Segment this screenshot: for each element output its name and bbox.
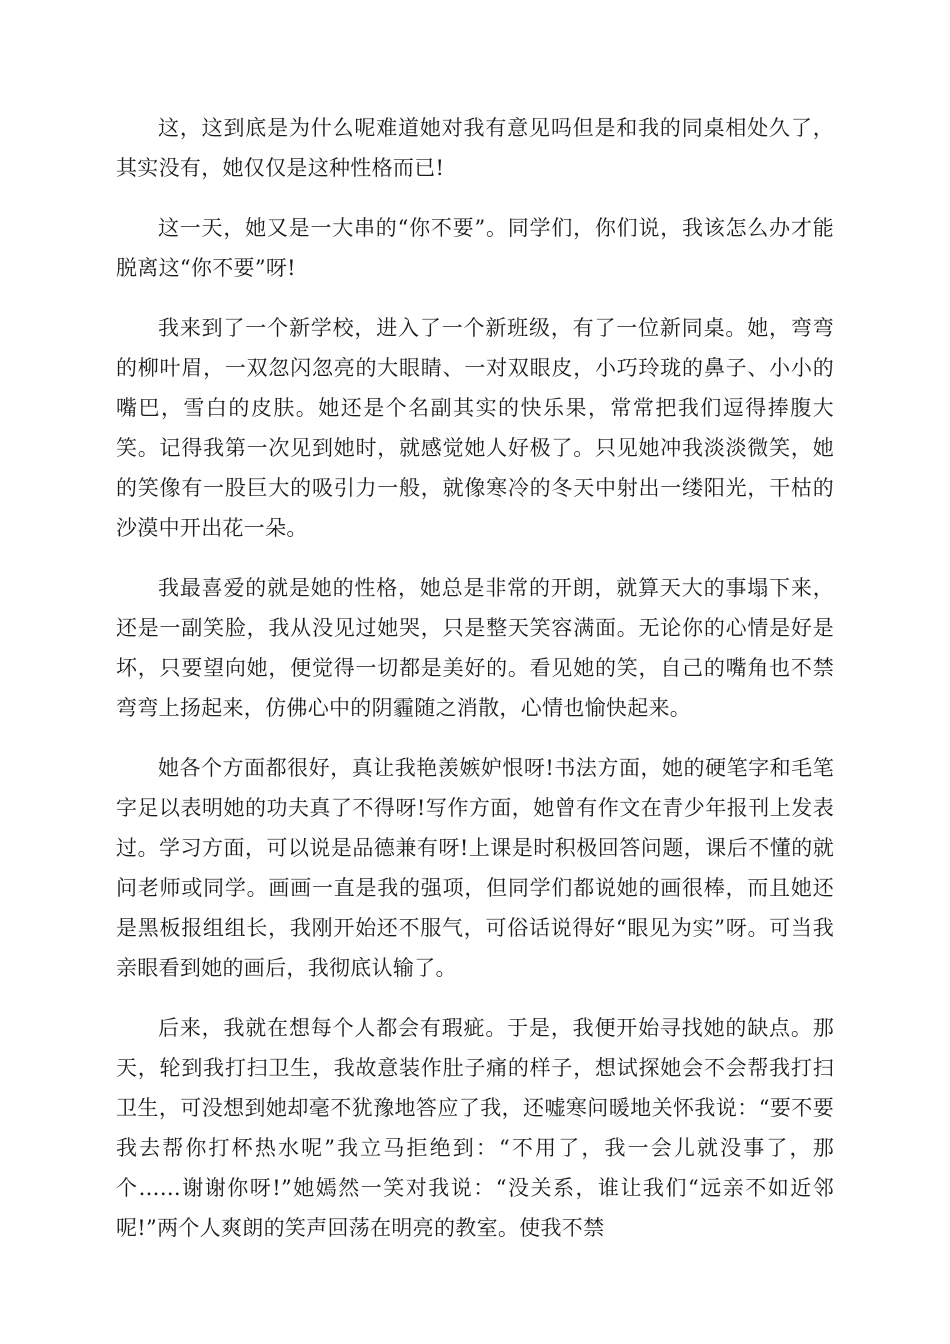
paragraph-3: 我来到了一个新学校，进入了一个新班级，有了一位新同桌。她，弯弯的柳叶眉，一双忽闪忽亮的大眼睛、一对双眼皮，小巧玲珑的鼻子、小小的嘴巴，雪白的皮肤。她还是个名副其实的快乐果，常常把我们逗得捧腹大笑。记得我第一次见到她时，就感觉她人好极了。只见她冲我淡淡微笑，她的笑像有一股巨大的吸引力一般，就像寒冷的冬天中射出一缕阳光，干枯的沙漠中开出花一朵。 — [116, 316, 834, 540]
paragraph-1: 这，这到底是为什么呢难道她对我有意见吗但是和我的同桌相处久了，其实没有，她仅仅是这种性格而已! — [116, 116, 834, 180]
paragraph-5: 她各个方面都很好，真让我艳羡嫉妒恨呀!书法方面，她的硬笔字和毛笔字足以表明她的功夫真了不得呀!写作方面，她曾有作文在青少年报刊上发表过。学习方面，可以说是品德兼有呀!上课是时积极回答问题，课后不懂的就问老师或同学。画画一直是我的强项，但同学们都说她的画很棒，而且她还是黑板报组组长，我刚开始还不服气，可俗话说得好“眼见为实”呀。可当我亲眼看到她的画后，我彻底认输了。 — [116, 756, 834, 980]
document-page — [116, 108, 834, 1268]
paragraph-2: 这一天，她又是一大串的“你不要”。同学们，你们说，我该怎么办才能脱离这“你不要”呀! — [116, 216, 834, 280]
paragraph-4: 我最喜爱的就是她的性格，她总是非常的开朗，就算天大的事塌下来，还是一副笑脸，我从没见过她哭，只是整天笑容满面。无论你的心情是好是坏，只要望向她，便觉得一切都是美好的。看见她的笑，自己的嘴角也不禁弯弯上扬起来，仿佛心中的阴霾随之消散，心情也愉快起来。 — [116, 576, 834, 720]
paragraph-6: 后来，我就在想每个人都会有瑕疵。于是，我便开始寻找她的缺点。那天，轮到我打扫卫生，我故意装作肚子痛的样子，想试探她会不会帮我打扫卫生，可没想到她却毫不犹豫地答应了我，还嘘寒问暖地关怀我说：“要不要我去帮你打杯热水呢”我立马拒绝到：“不用了，我一会儿就没事了，那个……谢谢你呀!”她嫣然一笑对我说：“没关系，谁让我们“远亲不如近邻呢!”两个人爽朗的笑声回荡在明亮的教室。使我不禁 — [116, 1016, 834, 1240]
